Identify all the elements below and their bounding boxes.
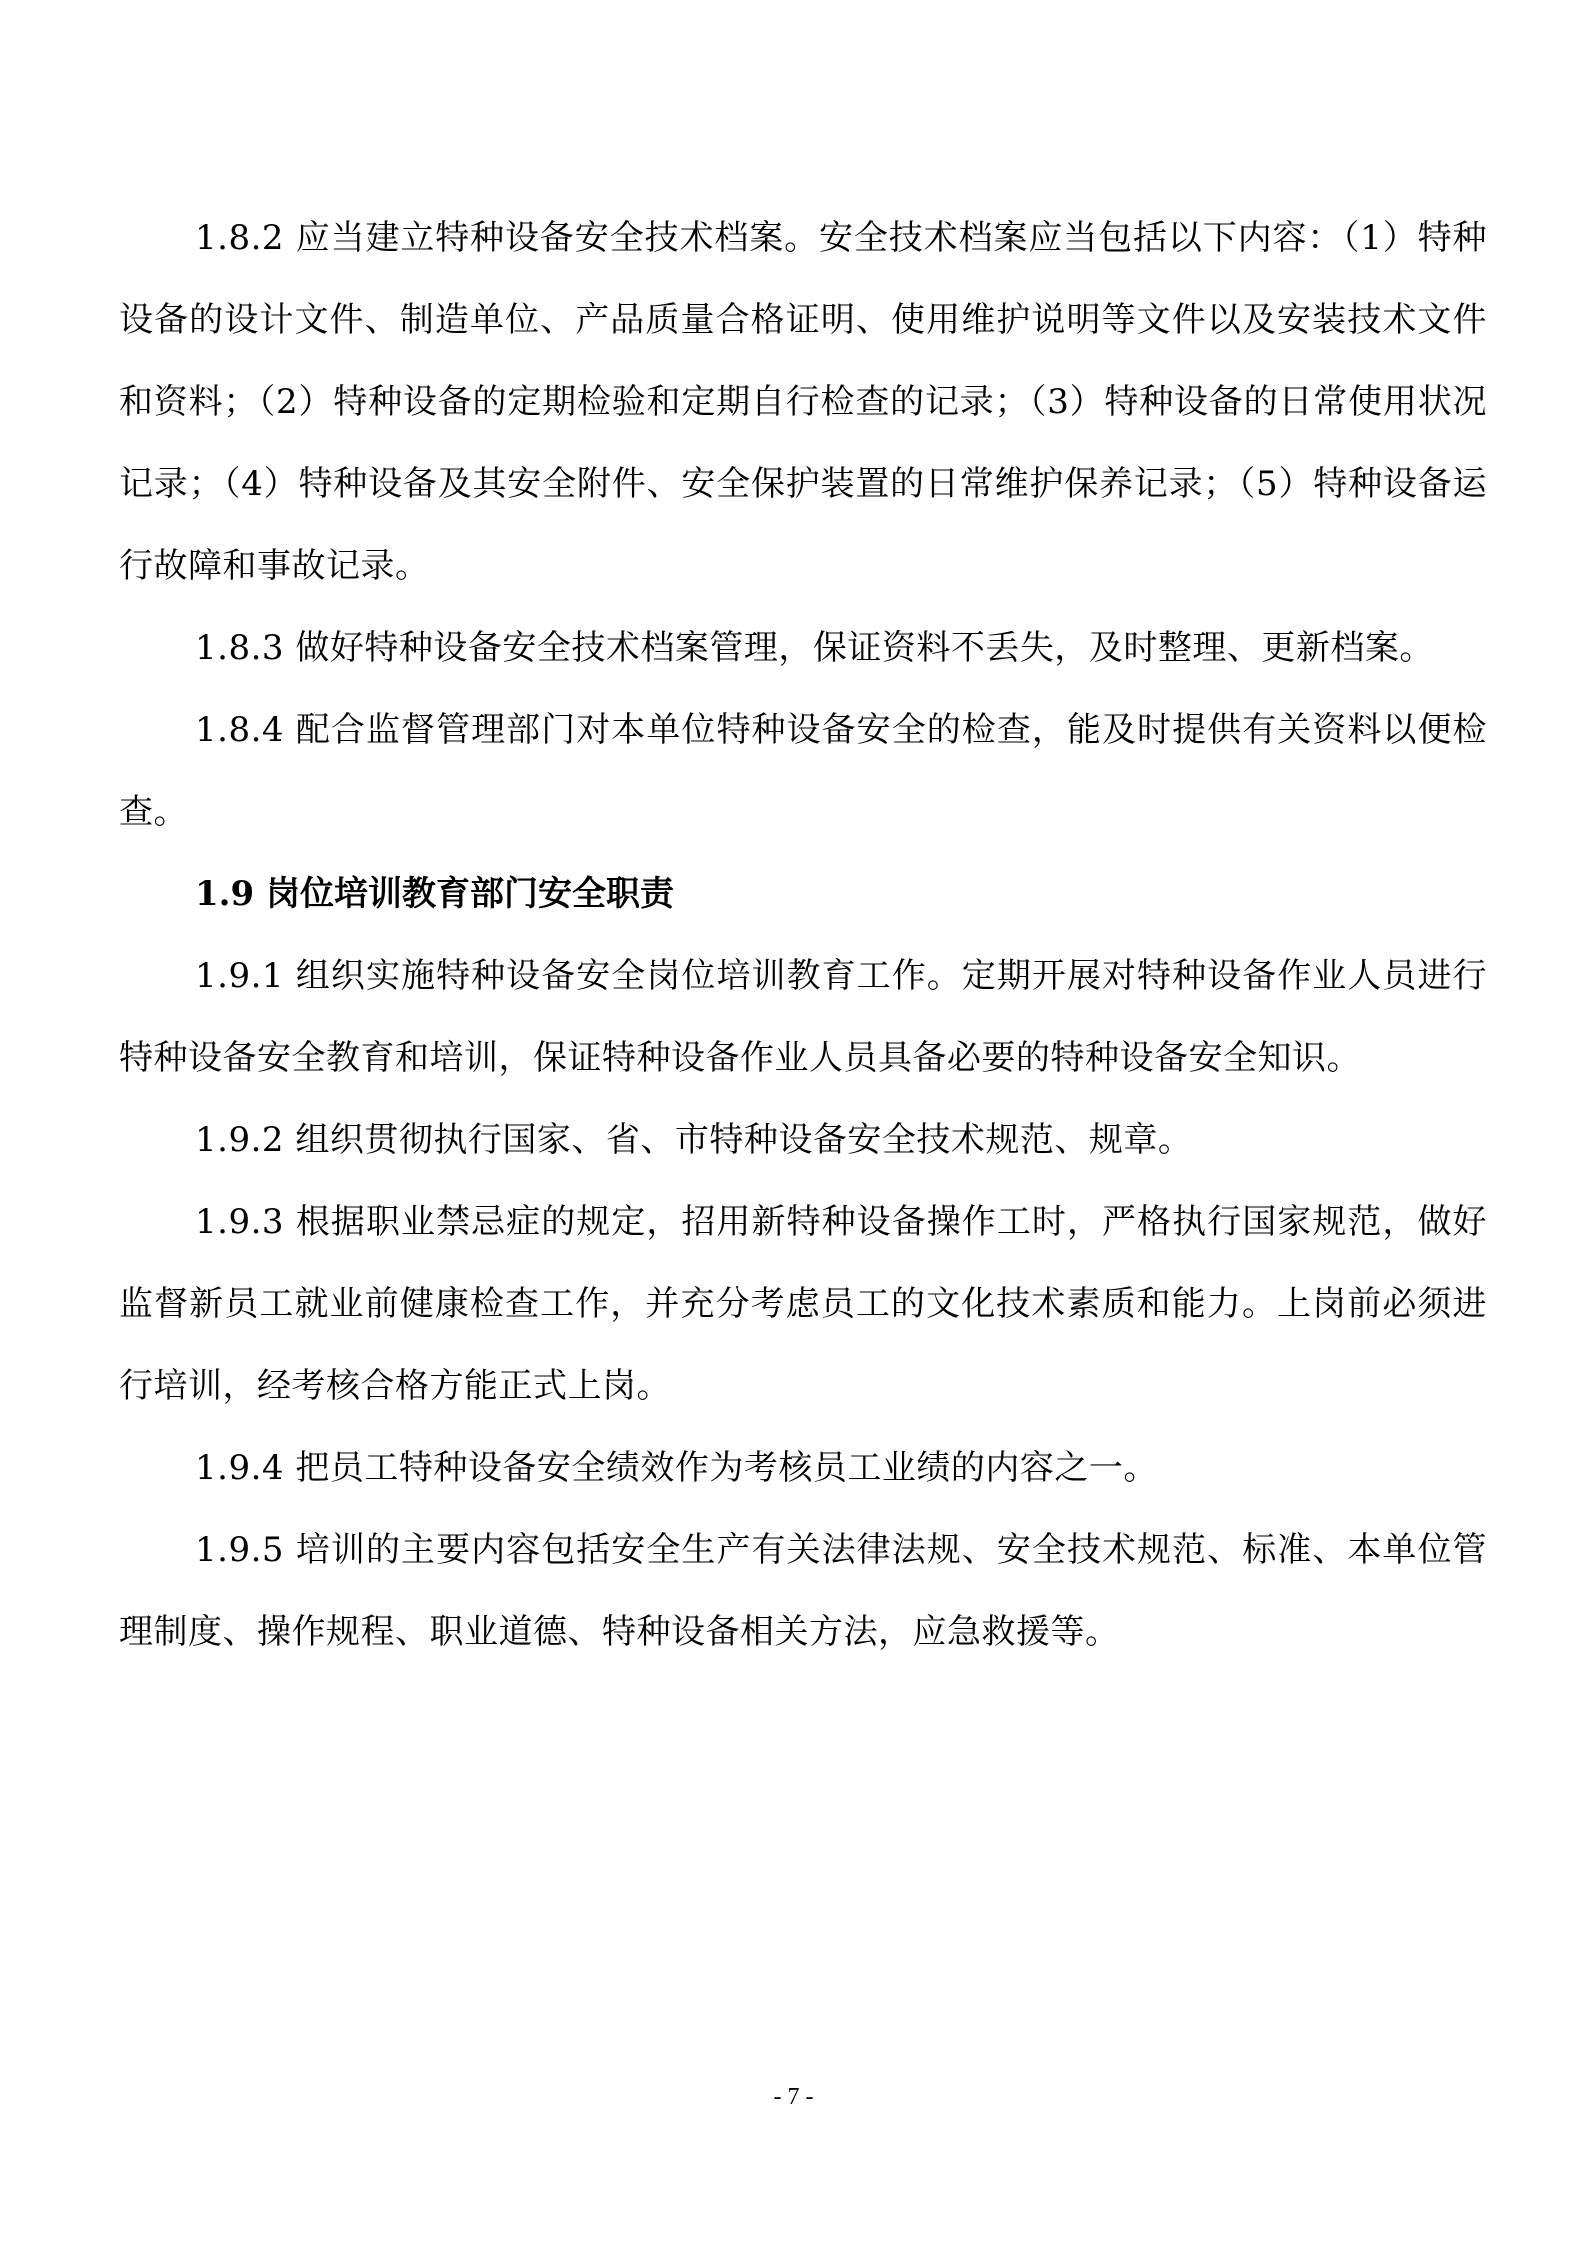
paragraph-1-9-3: 1.9.3 根据职业禁忌症的规定，招用新特种设备操作工时，严格执行国家规范，做好监督新员工就业前健康检查工作，并充分考虑员工的文化技术素质和能力。上岗前必须进行培训，经考核合格方能正式上岗。 (119, 1202, 1487, 1406)
section-heading-1-9: 1.9 岗位培训教育部门安全职责 (195, 874, 674, 914)
paragraph-1-9-4: 1.9.4 把员工特种设备安全绩效作为考核员工业绩的内容之一。 (195, 1448, 1158, 1488)
paragraph-1-8-3: 1.8.3 做好特种设备安全技术档案管理，保证资料不丢失，及时整理、更新档案。 (195, 628, 1434, 668)
paragraph-1-8-4: 1.8.4 配合监督管理部门对本单位特种设备安全的检查，能及时提供有关资料以便检查。 (119, 710, 1487, 832)
paragraph-1-9-1: 1.9.1 组织实施特种设备安全岗位培训教育工作。定期开展对特种设备作业人员进行特种设备安全教育和培训，保证特种设备作业人员具备必要的特种设备安全知识。 (119, 956, 1487, 1078)
paragraph-1-8-2: 1.8.2 应当建立特种设备安全技术档案。安全技术档案应当包括以下内容：（1）特种设备的设计文件、制造单位、产品质量合格证明、使用维护说明等文件以及安装技术文件和资料；（2）特种设备的定期检验和定期自行检查的记录；（3）特种设备的日常使用状况记录；（4）特种设备及其安全附件、安全保护装置的日常维护保养记录；（5）特种设备运行故障和事故记录。 (119, 218, 1487, 586)
document-body (119, 197, 1487, 1673)
paragraph-1-9-2: 1.9.2 组织贯彻执行国家、省、市特种设备安全技术规范、规章。 (195, 1120, 1193, 1160)
paragraph-1-9-5: 1.9.5 培训的主要内容包括安全生产有关法律法规、安全技术规范、标准、本单位管理制度、操作规程、职业道德、特种设备相关方法，应急救援等。 (119, 1530, 1487, 1652)
page-number: - 7 - (773, 2084, 814, 2110)
